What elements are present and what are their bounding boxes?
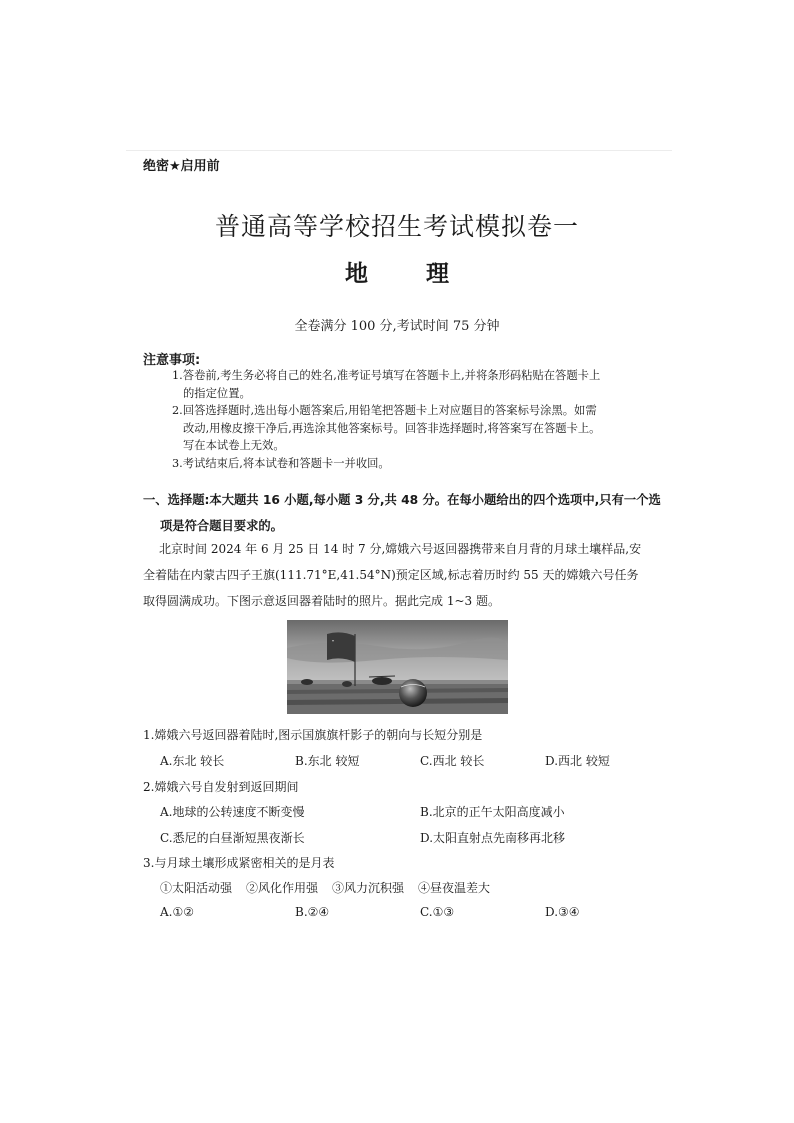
section-heading-cont: 项是符合题目要求的。	[160, 519, 283, 533]
passage-line: 全着陆在内蒙古四子王旗(111.71°E,41.54°N)预定区域,标志着历时约 55 天的嫦娥六号任务	[143, 568, 639, 582]
question-3-stem: 3.与月球土壤形成紧密相关的是月表	[143, 856, 335, 870]
q3-statement-3: ③风力沉积强	[332, 881, 405, 895]
q1-option-c[interactable]: C.西北 较长	[420, 754, 485, 768]
q2-option-a[interactable]: A.地球的公转速度不断变慢	[160, 805, 305, 819]
notice-line: 写在本试卷上无效。	[183, 439, 285, 452]
q3-statement-4: ④昼夜温差大	[418, 881, 491, 895]
q3-option-c[interactable]: C.①③	[420, 905, 455, 919]
q2-option-c[interactable]: C.悉尼的白昼渐短黑夜渐长	[160, 831, 305, 845]
notice-item	[172, 455, 662, 473]
q1-option-d[interactable]: D.西北 较短	[545, 754, 610, 768]
section-heading: 一、选择题:本大题共 16 小题,每小题 3 分,共 48 分。在每小题给出的四个选项中,只有一个选	[143, 493, 661, 507]
notice-heading: 注意事项:	[143, 353, 201, 368]
q2-option-d[interactable]: D.太阳直射点先南移再北移	[420, 831, 566, 845]
subject-title: 地 理	[344, 261, 449, 287]
notice-line: 改动,用橡皮擦干净后,再选涂其他答案标号。回答非选择题时,将答案写在答题卡上。	[183, 421, 601, 435]
score-time-line: 全卷满分 100 分,考试时间 75 分钟	[294, 319, 500, 334]
q1-option-b[interactable]: B.东北 较短	[295, 754, 360, 768]
q3-statement-1: ①太阳活动强	[160, 881, 233, 895]
q3-option-a[interactable]: A.①②	[160, 905, 194, 919]
confidential-label: 绝密★启用前	[143, 159, 220, 174]
notice-line: 2.回答选择题时,选出每小题答案后,用铅笔把答题卡上对应题目的答案标号涂黑。如需	[172, 404, 597, 417]
q3-statement-2: ②风化作用强	[246, 881, 319, 895]
question-2-stem: 2.嫦娥六号自发射到返回期间	[143, 780, 299, 794]
passage	[143, 536, 658, 614]
top-rule	[126, 150, 672, 151]
q3-option-b[interactable]: B.②④	[295, 905, 330, 919]
q1-option-a[interactable]: A.东北 较长	[160, 754, 225, 768]
notice-line: 1.答卷前,考生务必将自己的姓名,准考证号填写在答题卡上,并将条形码粘贴在答题卡上	[172, 369, 601, 382]
q2-option-b[interactable]: B.北京的正午太阳高度减小	[420, 805, 565, 819]
landing-photo	[287, 620, 508, 714]
passage-line: 北京时间 2024 年 6 月 25 日 14 时 7 分,嫦娥六号返回器携带来自月背的月球土壤样品,安	[159, 542, 642, 556]
q3-option-d[interactable]: D.③④	[545, 905, 580, 919]
notice-item	[172, 367, 662, 402]
notice-line: 的指定位置。	[183, 386, 251, 400]
question-1-stem: 1.嫦娥六号返回器着陆时,图示国旗旗杆影子的朝向与长短分别是	[143, 728, 483, 742]
notice-item	[172, 402, 662, 455]
exam-title: 普通高等学校招生考试模拟卷一	[214, 212, 579, 241]
notice-line: 3.考试结束后,将本试卷和答题卡一并收回。	[172, 457, 390, 470]
passage-line: 取得圆满成功。下图示意返回器着陆时的照片。据此完成 1~3 题。	[143, 594, 500, 608]
